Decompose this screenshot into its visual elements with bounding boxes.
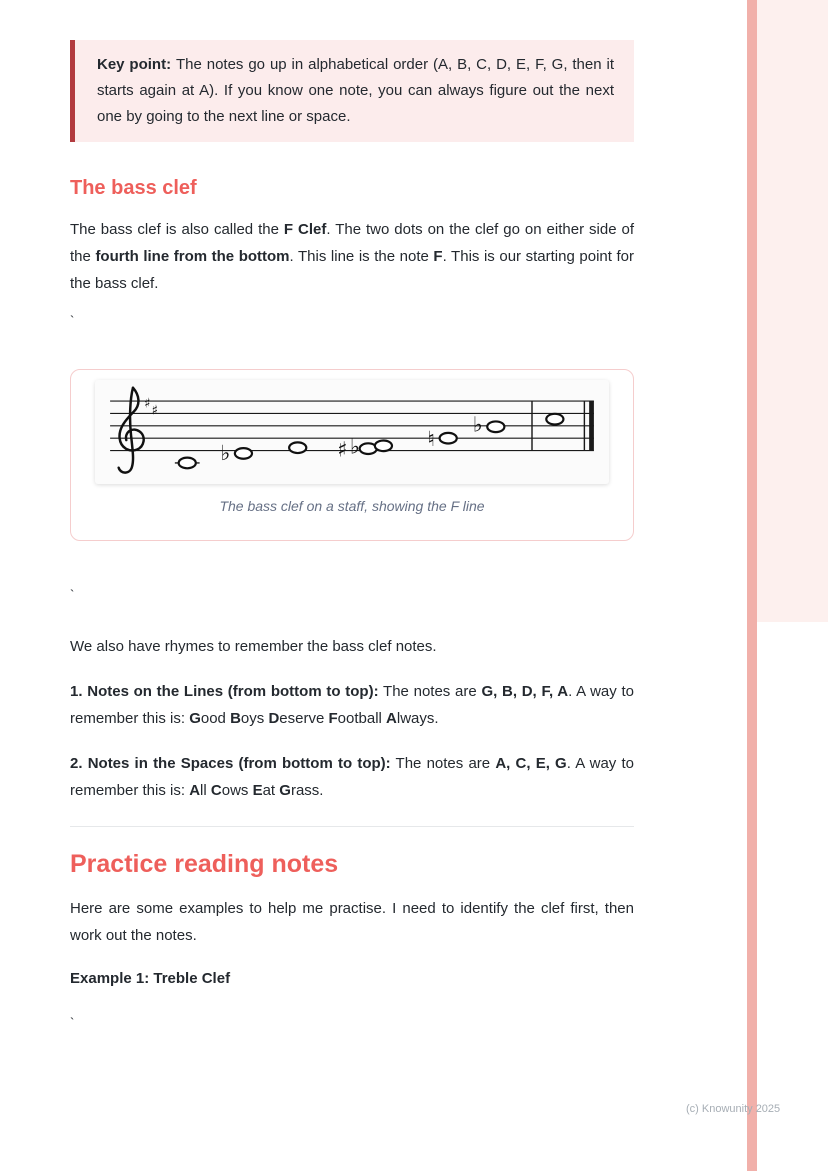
music-staff-graphic: [95, 382, 609, 482]
svg-text:♯: ♯: [337, 437, 348, 462]
section-heading-bass-clef: The bass clef: [70, 177, 197, 199]
svg-text:♯: ♯: [144, 396, 151, 412]
lines-rhyme-paragraph: 1. Notes on the Lines (from bottom to top): The notes are G, B, D, F, A. A way to remember this is: Good Boys Deserve Football Always.: [70, 683, 634, 727]
copyright-credit: (c) Knowunity 2025: [686, 1103, 781, 1115]
svg-text:♭: ♭: [220, 441, 231, 466]
svg-text:♯: ♯: [151, 403, 159, 419]
key-signature-sharps: [144, 397, 158, 419]
stray-backtick-1: `: [70, 313, 75, 328]
stray-backtick-3: `: [70, 1015, 75, 1030]
section-divider: [70, 826, 634, 827]
staff-image-card: [70, 369, 634, 541]
bass-clef-paragraph: The bass clef is also called the F Clef. The two dots on the clef go on either side of the fourth line from the bottom. This line is the note F. This is our starting point for the bass clef.: [70, 221, 635, 292]
svg-text:♭: ♭: [472, 412, 483, 437]
treble-clef-icon: [119, 388, 144, 473]
svg-text:♮: ♮: [427, 426, 435, 451]
page-edge-stripe: [747, 0, 757, 1171]
key-point-callout: [70, 40, 634, 142]
key-point-text: Key point: The notes go up in alphabetical order (A, B, C, D, E, F, G, then it starts again at A). If you know one note, you can always figure out the next one by going to the next line or space.: [97, 56, 614, 125]
section-heading-practice: Practice reading notes: [70, 850, 339, 878]
staff-image: [95, 380, 609, 484]
stray-backtick-2: `: [70, 587, 75, 602]
content-column: [70, 0, 634, 1033]
practice-intro-paragraph: Here are some examples to help me practise. I need to identify the clef first, then work out the notes.: [70, 900, 634, 944]
staff-image-caption: The bass clef on a staff, showing the F line: [219, 498, 485, 514]
whole-notes: [179, 414, 564, 468]
svg-text:♭: ♭: [349, 434, 360, 459]
rhymes-intro: We also have rhymes to remember the bass clef notes.: [70, 638, 437, 655]
final-barline: [589, 401, 594, 451]
spaces-rhyme-paragraph: 2. Notes in the Spaces (from bottom to top): The notes are A, C, E, G. A way to remember this is: All Cows Eat Grass.: [70, 755, 634, 799]
example-1-heading: Example 1: Treble Clef: [70, 970, 231, 987]
right-margin-panel: [757, 0, 828, 622]
